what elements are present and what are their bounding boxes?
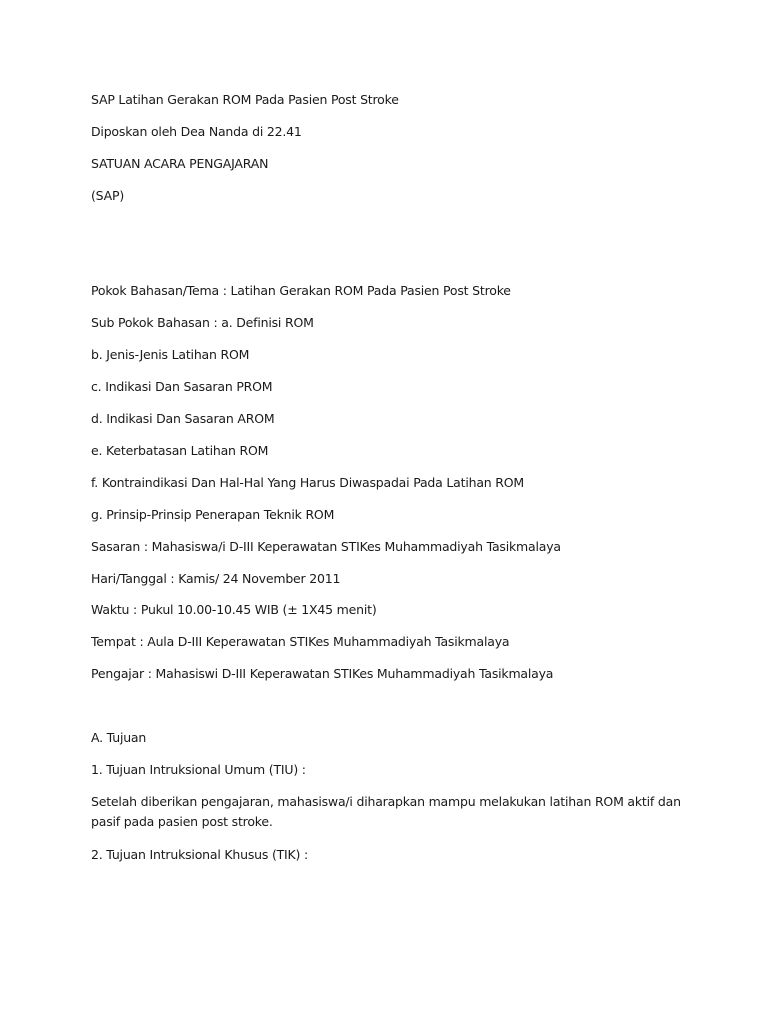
sub-pokok-bahasan: Sub Pokok Bahasan : a. Definisi ROM — [91, 315, 314, 330]
tempat: Tempat : Aula D-III Keperawatan STIKes Muhammadiyah Tasikmalaya — [91, 634, 510, 649]
sub-item: g. Prinsip-Prinsip Penerapan Teknik ROM — [91, 507, 335, 522]
sasaran: Sasaran : Mahasiswa/i D-III Keperawatan STIKes Muhammadiyah Tasikmalaya — [91, 539, 561, 554]
sub-item: d. Indikasi Dan Sasaran AROM — [91, 411, 275, 426]
sub-item: e. Keterbatasan Latihan ROM — [91, 443, 269, 458]
section-heading-abbr: (SAP) — [91, 188, 125, 203]
section-heading: SATUAN ACARA PENGAJARAN — [91, 156, 269, 171]
hari-tanggal: Hari/Tanggal : Kamis/ 24 November 2011 — [91, 571, 341, 586]
waktu: Waktu : Pukul 10.00-10.45 WIB (± 1X45 menit) — [91, 602, 377, 617]
tujuan-heading: A. Tujuan — [91, 730, 147, 745]
tiu-heading: 1. Tujuan Intruksional Umum (TIU) : — [91, 762, 306, 777]
sub-item: b. Jenis-Jenis Latihan ROM — [91, 347, 250, 362]
pokok-bahasan: Pokok Bahasan/Tema : Latihan Gerakan ROM Pada Pasien Post Stroke — [91, 283, 511, 298]
tiu-text: Setelah diberikan pengajaran, mahasiswa/i diharapkan mampu melakukan latihan ROM aktif dan pasif pada pasien post stroke. — [91, 794, 681, 829]
tik-heading: 2. Tujuan Intruksional Khusus (TIK) : — [91, 847, 309, 862]
document-title: SAP Latihan Gerakan ROM Pada Pasien Post Stroke — [91, 92, 399, 107]
pengajar: Pengajar : Mahasiswi D-III Keperawatan STIKes Muhammadiyah Tasikmalaya — [91, 666, 554, 681]
posted-by: Diposkan oleh Dea Nanda di 22.41 — [91, 124, 302, 139]
sub-item: f. Kontraindikasi Dan Hal-Hal Yang Harus Diwaspadai Pada Latihan ROM — [91, 475, 524, 490]
sub-item: c. Indikasi Dan Sasaran PROM — [91, 379, 273, 394]
